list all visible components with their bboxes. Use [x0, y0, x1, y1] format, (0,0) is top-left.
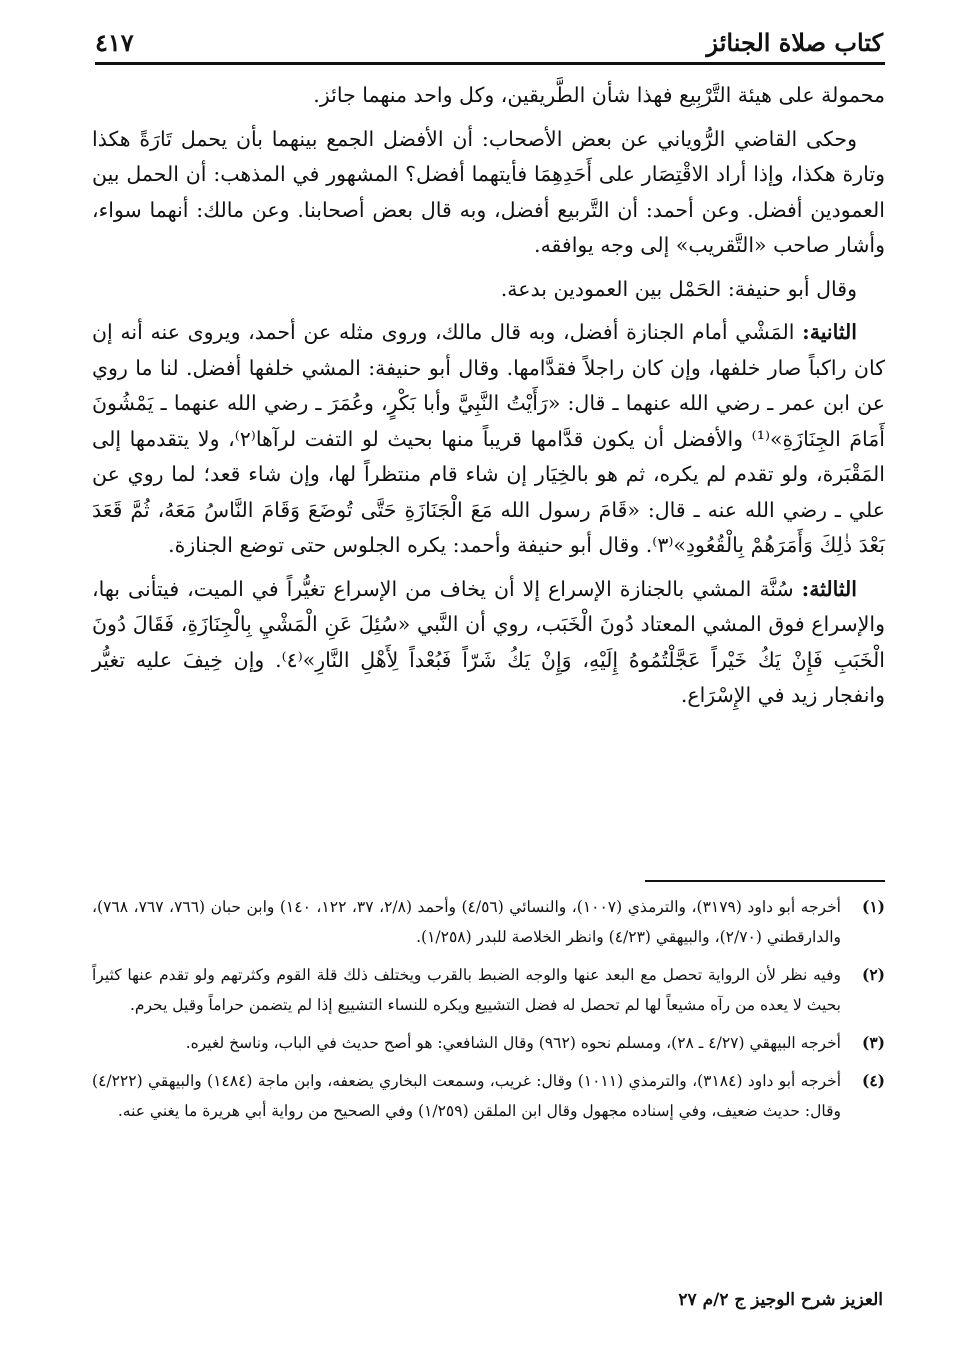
footnote-text: أخرجه البيهقي (٤/٢٧ ـ ٢٨)، ومسلم نحوه (٩٦٢) وقال الشافعي: هو أصح حديث في الباب، وناسخ لغيره. — [185, 1034, 841, 1052]
footnote-3 — [92, 1028, 885, 1058]
paragraph-3 — [92, 272, 885, 308]
paragraph-5-lead: الثالثة: — [801, 576, 857, 601]
header-rule — [95, 62, 885, 65]
running-title: كتاب صلاة الجنائز — [706, 28, 883, 57]
paragraph-5-text: سُنَّة المشي بالجنازة الإسراع إلا أن يخاف من الإسراع تغيُّراً في الميت، فيتأنى بها، والإسراع فوق المشي المعتاد دُونَ الْخَبَب، روي أن النَّبي «سُئِلَ عَنِ الْمَشْيِ بِالْجِنَازَةِ، فَقَالَ دُونَ الْخَبَبِ فَإِنْ يَكُ خَيْراً عَجَّلْتُمُوهُ إِلَيْهِ، وَإِنْ يَكُ شَرّاً فَبُعْداً لِأَهْلِ النَّارِ»⁽٤⁾. وإن خِيفَ عليه تغيُّر وانفجار زيد في الإِسْرَاع. — [92, 576, 886, 707]
main-text — [92, 78, 885, 722]
footnote-text: أخرجه أبو داود (٣١٧٩)، والترمذي (١٠٠٧)، والنسائي (٤/٥٦) وأحمد (٢/٨، ٣٧، ١٢٢، ١٤٠) وابن حبان (٧٦٦، ٧٦٧، ٧٦٨)، والدارقطني (٢/٧٠)، والبيهقي (٤/٢٣) وانظر الخلاصة للبدر (١/٢٥٨). — [92, 898, 841, 946]
paragraph-1 — [92, 78, 885, 114]
footnote-number: (٣) — [861, 1033, 885, 1052]
footnote-number: (٢) — [861, 965, 885, 984]
paragraph-4 — [92, 315, 885, 564]
paragraph-4-lead: الثانية: — [802, 320, 857, 344]
footnote-rule — [645, 880, 885, 882]
page-header — [95, 20, 883, 64]
footnote-2 — [92, 960, 885, 1020]
page-number: ٤١٧ — [95, 28, 134, 57]
footnote-number: (٤) — [861, 1071, 885, 1090]
footnotes — [92, 892, 885, 1134]
paragraph-2-text: وحكى القاضي الرُّوياني عن بعض الأصحاب: أن الأفضل الجمع بينهما بأن يحمل تَارَةً هكذا وتارة هكذا، وإذا أراد الاقْتِصَار على أَحَدِهِمَا فأيتهما أفضل؟ المشهور في المذهب: أن الحمل بين العمودين أفضل. وعن أحمد: أن التَّربيع أفضل، وبه قال بعض أصحابنا. وعن مالك: أنهما سواء، وأشار صاحب «التَّقريب» إلى وجه يوافقه. — [92, 126, 885, 257]
paragraph-5 — [92, 572, 885, 714]
paragraph-1-text: محمولة على هيئة التَّرْبِيع فهذا شأن الطَّريقين، وكل واحد منهما جائز. — [313, 83, 885, 107]
footnote-text: وفيه نظر لأن الرواية تحصل مع البعد عنها والوجه الضبط بالقرب ويختلف ذلك قلة القوم وكثرتهم ولو تقدم عنها كثيراً بحيث لا يعده من رآه مشيعاً لها لم تحصل له فضل التشييع ويكره للنساء التشييع إذا لم يتضمن حراماً وقيل يحرم. — [92, 966, 841, 1014]
paragraph-4-text: المَشْي أمام الجنازة أفضل، وبه قال مالك، وروى مثله عن أحمد، ويروى عنه أنه إن كان راكباً صار خلفها، وإن كان راجلاً فقدَّامها. وقال أبو حنيفة: المشي خلفها أفضل. لنا ما روي عن ابن عمر ـ رضي الله عنهما ـ قال: «رَأَيْتُ النَّبِيَّ وأبا بَكْرٍ، وعُمَرَ ـ رضي الله عنهما ـ يَمْشُونَ أَمَامَ الجِنَازَةِ»⁽¹⁾ والأفضل أن يكون قدَّامها قريباً منها بحيث لو التفت لرآها⁽٢⁾، ولا يتقدمها إلى المَقْبَرة، ولو تقدم لم يكره، ثم هو بالخِيَار إن شاء قام منتظراً لها، وإن شاء قعد؛ لما روي عن علي ـ رضي الله عنه ـ قال: «قَامَ رسول الله مَعَ الْجَنَازَةِ حَتَّى تُوضَعَ وَقَامَ النَّاسُ مَعَهُ، ثُمَّ قَعَدَ بَعْدَ ذٰلِكَ وَأَمَرَهُمْ بِالْقُعُودِ»⁽٣⁾. وقال أبو حنيفة وأحمد: يكره الجلوس حتى توضع الجنازة. — [92, 320, 885, 557]
paragraph-3-text: وقال أبو حنيفة: الحَمْل بين العمودين بدعة. — [500, 276, 857, 301]
footnote-text: أخرجه أبو داود (٣١٨٤)، والترمذي (١٠١١) وقال: غريب، وسمعت البخاري يضعفه، وابن ماجة (١٤٨٤) والبيهقي (٤/٢٢٢) وقال: حديث ضعيف، وفي إسناده مجهول وقال ابن الملقن (١/٢٥٩) وفي الصحيح من رواية أبي هريرة ما يغني عنه. — [92, 1072, 842, 1120]
printer-signature: العزيز شرح الوجيز ج ٢/م ٢٧ — [678, 1290, 883, 1310]
paragraph-2 — [92, 122, 885, 264]
footnote-1 — [92, 892, 885, 952]
footnote-4 — [92, 1066, 885, 1126]
footnote-number: (١) — [861, 897, 885, 916]
